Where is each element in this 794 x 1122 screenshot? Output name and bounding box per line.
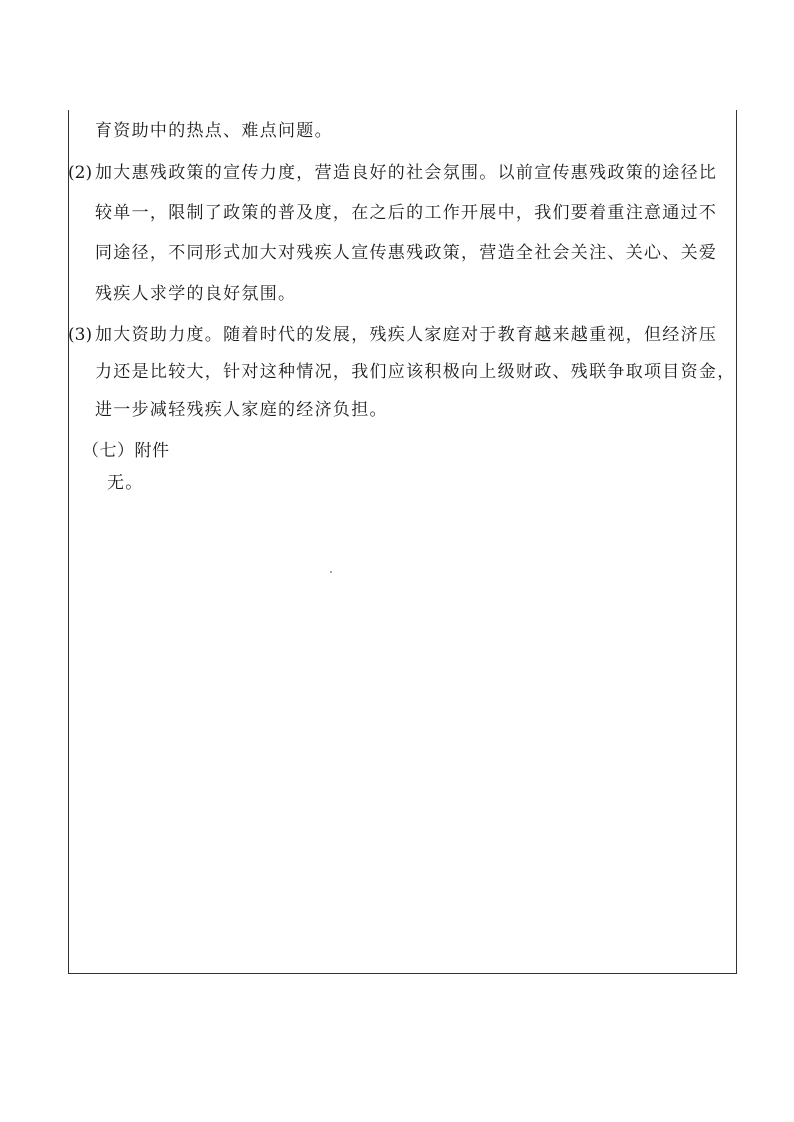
continuation-text: 育资助中的热点、难点问题。 (95, 121, 333, 141)
item-2-line-1: 加大惠残政策的宣传力度，营造良好的社会氛围。以前宣传惠残政策的途径比 (95, 163, 718, 183)
item-3-line-2: 力还是比较大，针对这种情况，我们应该积极向上级财政、残联争取项目资金， (95, 362, 736, 382)
section-body: 无。 (107, 473, 144, 493)
form-frame (68, 110, 737, 974)
item-number-3: (3) (68, 325, 93, 345)
item-2-line-4: 残疾人求学的良好氛围。 (95, 284, 297, 304)
scan-speck (330, 571, 332, 573)
item-2-line-3: 同途径，不同形式加大对残疾人宣传惠残政策，营造全社会关注、关心、关爱 (95, 243, 718, 263)
item-3-line-3: 进一步减轻残疾人家庭的经济负担。 (95, 400, 388, 420)
section-heading: （七）附件 (82, 441, 170, 461)
item-2-line-2: 较单一，限制了政策的普及度，在之后的工作开展中，我们要着重注意通过不 (95, 203, 718, 223)
item-3-line-1: 加大资助力度。随着时代的发展，残疾人家庭对于教育越来越重视，但经济压 (95, 325, 718, 345)
item-number-2: (2) (68, 163, 93, 183)
